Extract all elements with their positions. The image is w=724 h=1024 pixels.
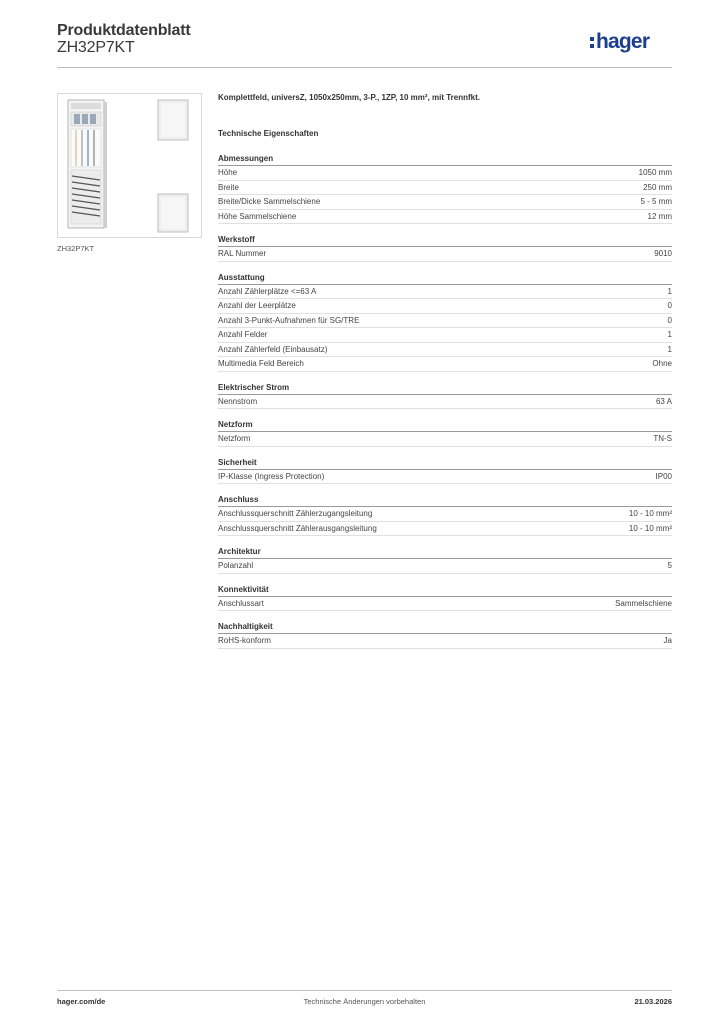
spec-row — [218, 285, 672, 300]
spec-value: 1050 mm — [638, 168, 672, 177]
spec-row — [218, 181, 672, 196]
spec-value: 10 - 10 mm² — [628, 509, 672, 518]
spec-value: 250 mm — [643, 182, 672, 192]
spec-label: Breite — [218, 182, 239, 192]
spec-row — [218, 522, 672, 537]
header-divider — [57, 67, 672, 68]
footer-divider — [57, 990, 672, 991]
spec-row — [218, 634, 672, 649]
group-title: Elektrischer Strom — [218, 382, 672, 395]
spec-label: RoHS-konform — [218, 636, 271, 645]
footer-note: Technische Änderungen vorbehalten — [303, 997, 426, 1006]
product-content — [218, 93, 672, 649]
spec-value: 5 - 5 mm — [640, 197, 672, 206]
group-werkstoff — [218, 234, 672, 262]
spec-label: Polanzahl — [218, 561, 254, 570]
group-elektrischer-strom — [218, 382, 672, 410]
spec-value: 9010 — [654, 249, 672, 258]
hager-logo — [590, 28, 672, 54]
group-title: Ausstattung — [218, 272, 672, 285]
group-sicherheit — [218, 457, 672, 485]
spec-value: Sammelschiene — [615, 598, 672, 608]
spec-row — [218, 166, 672, 181]
spec-row — [218, 343, 672, 358]
product-illustration — [58, 94, 201, 237]
spec-row — [218, 559, 672, 574]
group-title: Netzform — [218, 419, 672, 432]
group-title: Abmessungen — [218, 153, 672, 166]
product-image — [57, 93, 202, 238]
spec-row — [218, 299, 672, 314]
group-konnektivitaet — [218, 584, 672, 612]
spec-row — [218, 507, 672, 522]
spec-label: Anschlussquerschnitt Zählerzugangsleitung — [218, 509, 373, 518]
spec-value: IP00 — [655, 471, 672, 481]
spec-row — [218, 210, 672, 225]
page-header — [57, 22, 672, 68]
spec-value: 0 — [667, 301, 672, 310]
document-title: Produktdatenblatt — [57, 22, 191, 39]
group-abmessungen — [218, 153, 672, 224]
spec-value: Ja — [663, 636, 672, 645]
spec-row — [218, 195, 672, 210]
footer-website: hager.com/de — [57, 997, 106, 1006]
spec-label: Multimedia Feld Bereich — [218, 359, 304, 368]
spec-label: Anzahl Zählerplätze <=63 A — [218, 286, 317, 296]
page-footer — [57, 997, 672, 1009]
spec-row — [218, 395, 672, 410]
spec-row — [218, 597, 672, 612]
spec-label: RAL Nummer — [218, 249, 267, 258]
spec-label: Breite/Dicke Sammelschiene — [218, 197, 321, 206]
group-nachhaltigkeit — [218, 621, 672, 649]
spec-label: Höhe — [218, 168, 238, 177]
spec-value: 5 — [667, 561, 672, 570]
group-title: Werkstoff — [218, 234, 672, 247]
group-architektur — [218, 546, 672, 574]
spec-label: Nennstrom — [218, 396, 258, 406]
spec-value: 10 - 10 mm² — [628, 523, 672, 533]
group-title: Sicherheit — [218, 457, 672, 470]
spec-label: Anschlussquerschnitt Zählerausgangsleitung — [218, 523, 377, 533]
spec-value: TN-S — [653, 434, 672, 443]
spec-label: Anzahl 3-Punkt-Aufnahmen für SG/TRE — [218, 315, 360, 325]
spec-label: Höhe Sammelschiene — [218, 211, 297, 221]
spec-label: Netzform — [218, 434, 251, 443]
logo-text: hager — [596, 30, 650, 53]
group-title: Konnektivität — [218, 584, 672, 597]
spec-value: 1 — [667, 286, 672, 296]
spec-row — [218, 470, 672, 485]
spec-value: 0 — [667, 315, 672, 325]
spec-row — [218, 432, 672, 447]
group-ausstattung — [218, 272, 672, 372]
product-description: Komplettfeld, universZ, 1050x250mm, 3-P., 1ZP, 10 mm², mit Trennfkt. — [218, 93, 481, 102]
spec-label: Anzahl der Leerplätze — [218, 301, 296, 310]
spec-label: Anzahl Felder — [218, 330, 268, 339]
spec-value: 12 mm — [647, 211, 672, 221]
technical-properties-heading: Technische Eigenschaften — [218, 129, 319, 138]
image-caption: ZH32P7KT — [57, 244, 95, 253]
spec-row — [218, 314, 672, 329]
footer-date: 21.03.2026 — [634, 997, 672, 1006]
group-title: Architektur — [218, 546, 672, 559]
spec-value: 1 — [667, 344, 672, 354]
spec-value: 1 — [667, 330, 672, 339]
spec-row — [218, 328, 672, 343]
spec-row — [218, 357, 672, 372]
group-title: Anschluss — [218, 494, 672, 507]
group-anschluss — [218, 494, 672, 536]
spec-label: IP-Klasse (Ingress Protection) — [218, 471, 325, 481]
group-title: Nachhaltigkeit — [218, 621, 672, 634]
product-code: ZH32P7KT — [57, 39, 135, 56]
spec-label: Anzahl Zählerfeld (Einbausatz) — [218, 344, 328, 354]
spec-row — [218, 247, 672, 262]
spec-value: Ohne — [652, 359, 672, 368]
group-netzform — [218, 419, 672, 447]
spec-value: 63 A — [655, 396, 672, 406]
spec-label: Anschlussart — [218, 598, 264, 608]
